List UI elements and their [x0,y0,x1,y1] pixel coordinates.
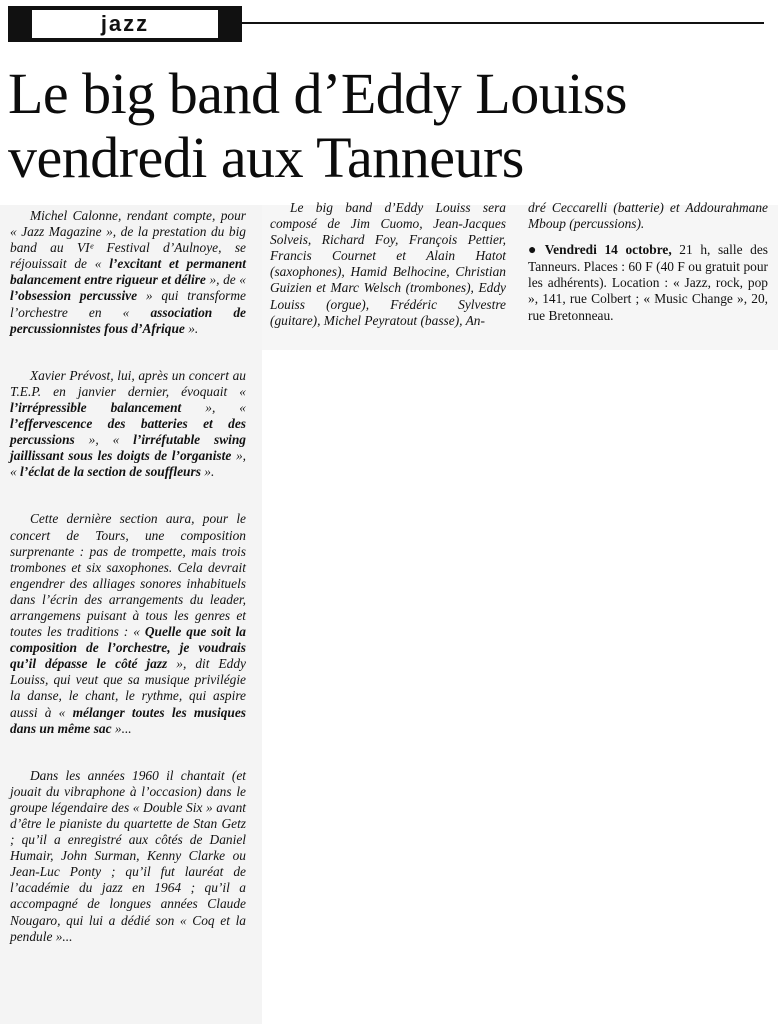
paragraph-lineup-continued: dré Ceccarelli (batterie) et Addourahmane Mboup (percussions). [528,200,768,232]
section-rubric [8,6,242,42]
rubric-inner-box [32,10,218,38]
paragraph-biography: Dans les années 1960 il chantait (et jouait du vibraphone à l’occasion) dans le groupe légendaire des « Double Six » avant d’être le pianiste du quartette de Stan Getz ; qu’il a enregistré aux côtés de Daniel Humair, John Surman, Kenny Clarke ou Jean-Luc Ponty ; qu’il fut lauréat de l’académie du jazz en 1964 ; qu’il a accompagné de longues années Claude Nougaro, qui lui a dédié son « Coq et la pendule »... [10,767,246,944]
headline-line-2: vendredi aux Tanneurs [8,125,524,190]
article-column-2 [270,200,506,329]
concert-date: Vendredi 14 octobre, [544,242,672,258]
paragraph-section: Cette dernière section aura, pour le concert de Tours, une composition surprenante : pas de trompette, mais trois trombones et six saxophones. Cela devrait engendrer des alliages sonores inhabituels dans l’écrin des arrangements du leader, arrangemens puisant à tous les genres et toutes les traditions : « Quelle que soit la composition de l’orchestre, je voudrais qu’il dépasse le côté jazz », dit Eddy Louiss, qui veut que sa musique privilégie la danse, le chant, le rythme, qui aspire aussi à « mélanger toutes les musiques dans un même sac »... [10,511,247,736]
paragraph-prevost: Xavier Prévost, lui, après un concert au T.E.P. en janvier dernier, évoquait « l’irrépressible balancement », « l’effervescence des batteries et des percussions », « l’irréfutable swing jaillissant sous les doigts de l’organiste », « l’éclat de la section de souffleurs ». [10,367,247,480]
concert-info [528,242,768,323]
concert-details: 21 h, salle des Tanneurs. Places : 60 F (40 F ou gratuit pour les adhérents). Location : « Jazz, rock, pop », 141, rue Colbert ; « Music Change », 20, rue Bretonneau. [528,242,768,323]
paragraph-lineup: Le big band d’Eddy Louiss sera composé de Jim Cuomo, Jean-Jacques Solveis, Richard Foy, François Pettier, Francis Cournet et Alain Hatot (saxophones), Hamid Belhocine, Christian Guizien et Marc Welsch (trombones), Eddy Louiss (orgue), Frédéric Sylvestre (guitare), Michel Peyratout (basse), An- [270,200,506,328]
rubric-label: jazz [100,11,150,36]
paragraph-calonne: Michel Calonne, rendant compte, pour « Jazz Magazine », de la prestation du big band au VIᵉ Festival d’Aulnoye, se réjouissait de « l’excitant et permanent balancement entre rigueur et délire », de « l’obsession percussive » qui transforme l’orchestre en « association de percussionnistes fous d’Afrique ». [10,208,246,336]
headline [8,62,768,190]
article-column-3 [528,200,768,324]
headline-line-1: Le big band d’Eddy Louiss [8,61,627,126]
article-column-1 [10,208,246,945]
rubric-rule [242,22,764,24]
bullet-icon: ● [528,243,541,259]
